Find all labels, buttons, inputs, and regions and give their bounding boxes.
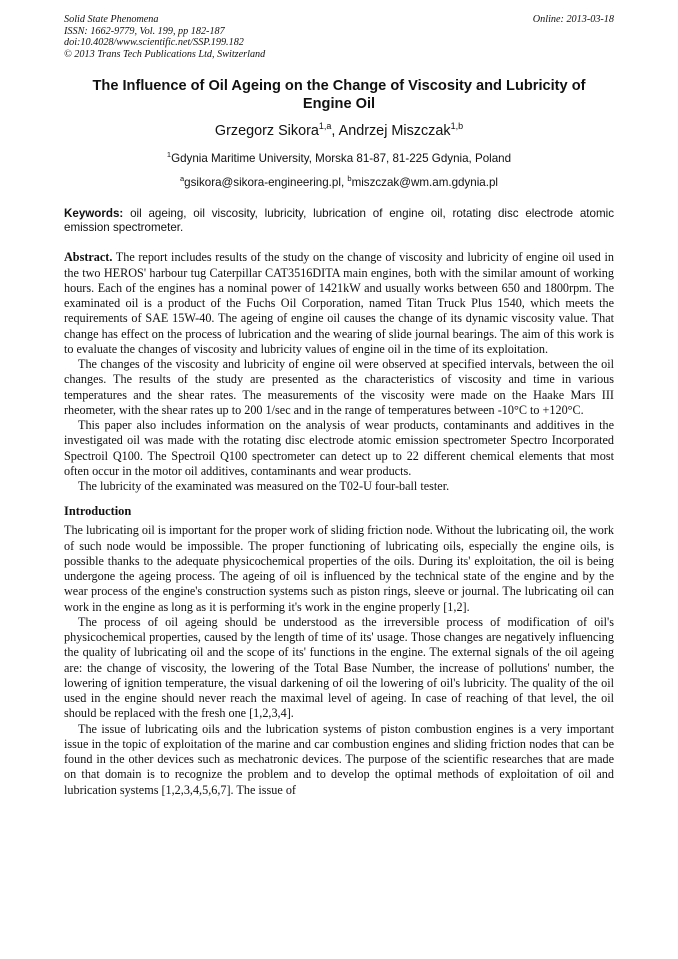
email-mark: a <box>179 174 185 184</box>
doi-line: doi:10.4028/www.scientific.net/SSP.199.182 <box>64 37 244 49</box>
affiliation <box>64 148 614 166</box>
author-affil-mark: 1,b <box>450 121 464 132</box>
abstract-section <box>64 250 614 494</box>
abstract-paragraph: This paper also includes information on the analysis of wear products, contaminants and additives in the investigated oil was made with the rotating disc electrode atomic emission spectrometer Spectro Incorporated Spectroil Q100. The Spectroil Q100 spectrometer can detect up to 22 different chemical elements that most often occur in the motor oil additives, contaminants and wear products. <box>64 418 614 478</box>
paper-page <box>64 14 614 798</box>
keywords-text: oil ageing, oil viscosity, lubricity, lubrication of engine oil, rotating disc electrode atomic emission spectrometer. <box>64 206 614 235</box>
section-heading: Introduction <box>64 504 132 519</box>
affiliation-text: Gdynia Maritime University, Morska 81-87, 81-225 Gdynia, Poland <box>171 152 512 166</box>
abstract-paragraph: The lubricity of the examinated was measured on the T02-U four-ball tester. <box>78 479 450 494</box>
keywords-label: Keywords: <box>64 206 124 220</box>
paper-title: The Influence of Oil Ageing on the Change of Viscosity and Lubricity of Engine Oil <box>92 78 586 112</box>
author-name: Andrzej Miszczak <box>338 123 451 140</box>
body-paragraph: The process of oil ageing should be understood as the irreversible process of modification of oil's physicochemical properties, caused by the length of time of its' usage. Those changes are negatively influencing the quality of lubricating oil and the scope of its' functions in the engine. The external signals of the oil ageing are: the change of viscosity, the lowering of the Total Base Number, the increase of pollutions' number, the lowering of ignition temperature, the visual darkening of oil the lowering of oil's lubricity. The quality of the oil used in the engine should never reach the maximal level of ageing. In case of reaching of that level, the oil should be replaced with the fresh one [1,2,3,4]. <box>64 614 614 721</box>
authors-line <box>64 117 614 140</box>
author-emails <box>64 172 614 190</box>
abstract-label: Abstract. <box>64 250 113 265</box>
author-affil-mark: 1,a <box>318 121 332 132</box>
copyright-line: © 2013 Trans Tech Publications Ltd, Switzerland <box>64 48 266 60</box>
journal-header <box>64 14 614 60</box>
author-separator: , <box>331 123 339 140</box>
journal-name: Solid State Phenomena <box>64 14 159 25</box>
online-date: Online: 2013-03-18 <box>532 14 614 25</box>
issn-line: ISSN: 1662-9779, Vol. 199, pp 182-187 <box>64 25 225 37</box>
email-mark: b <box>347 174 352 184</box>
abstract-paragraph: The changes of the viscosity and lubricity of engine oil were observed at specified intervals, between the oil changes. The results of the study are presented as the characteristics of viscosity and time in various temperatures and the shear rates. The measurements of the viscosity were made on the Haake Mars III rheometer, with the shear rates up to 200 1/sec and in the range of temperatures between -10°C to +120°C. <box>64 357 614 417</box>
body-paragraph: The lubricating oil is important for the proper work of sliding friction node. Without the lubricating oil, the work of such node would be impossible. The proper functioning of lubricating oils, especially the engine oils, is possible thanks to the adequate physicochemical properties of the oils. During its' exploitation, the oil is being undergone the ageing process. The ageing of oil is influenced by the technical state of the engine and by the wear process of the engine's construction systems such as piston rings, sleeve or journal. The lubricating oil can work in the engine as long as it is performing it's work in the engine properly [1,2]. <box>64 523 614 614</box>
email-separator: , <box>340 175 348 189</box>
abstract-paragraph <box>64 250 614 357</box>
abstract-text: The report includes results of the study on the change of viscosity and lubricity of engine oil used in the two HEROS' harbour tug Caterpillar CAT3516DITA main engines, both with the similar amount of working hours. Each of the engines has a nominal power of 1421kW and usually works between 650 and 1800rpm. The examinated oil is a product of the Fuchs Oil Corporation, named Titan Truck Plus 1540, which meets the requirements of SAE 15W-40. The ageing of engine oil causes the change of its dynamic viscosity value. That change has effect on the process of lubrication and the wearing of slide journal bearings. The aim of this work is to evaluate the changes of viscosity and lubricity values of engine oil in the time of its exploitation. <box>64 250 614 356</box>
keywords <box>64 207 614 235</box>
introduction-section <box>64 504 614 798</box>
affiliation-mark: 1 <box>166 150 172 160</box>
email-link[interactable]: gsikora@sikora-engineering.pl <box>184 175 341 189</box>
email-link[interactable]: miszczak@wm.am.gdynia.pl <box>351 175 498 189</box>
body-paragraph: The issue of lubricating oils and the lubrication systems of piston combustion engines is a very important issue in the topic of exploitation of the marine and car combustion engines and sliding friction nodes that can be found in the other devices such as mechatronic devices. The purpose of the scientific researches that are made on that domain is to recognize the problem and to develop the optimal methods of exploitation of oil and lubrication systems [1,2,3,4,5,6,7]. The issue of <box>64 721 614 797</box>
author-name: Grzegorz Sikora <box>214 123 319 140</box>
